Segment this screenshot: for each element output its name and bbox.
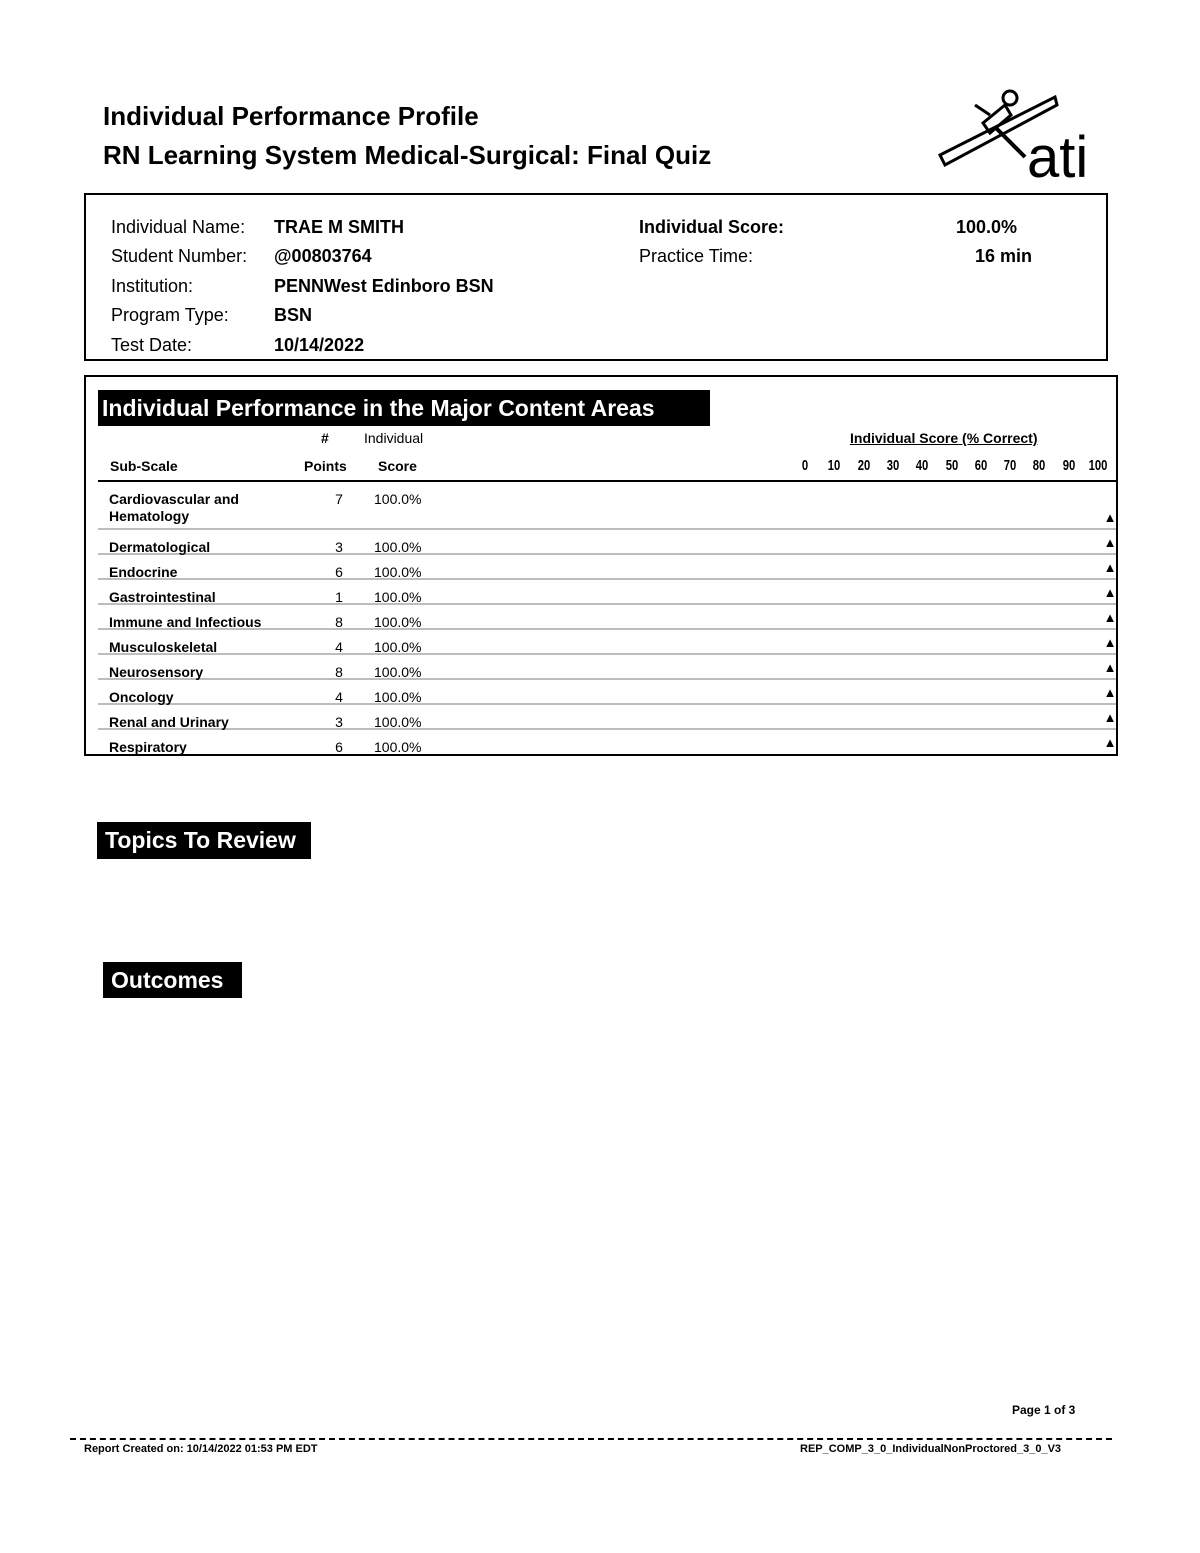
page-number: Page 1 of 3 — [1012, 1403, 1076, 1417]
subscale-score: 100.0% — [374, 639, 422, 655]
axis-tick-label: 30 — [886, 457, 900, 474]
topics-to-review-heading: Topics To Review — [97, 822, 311, 859]
points-header: Points — [304, 458, 347, 474]
test-date-label: Test Date: — [111, 335, 193, 355]
page-title: Individual Performance Profile — [103, 101, 479, 131]
table-row — [98, 730, 1116, 755]
axis-tick-label: 40 — [915, 457, 929, 474]
table-row — [98, 530, 1116, 555]
axis-tick-label: 20 — [857, 457, 870, 474]
name-label: Individual Name: — [111, 217, 246, 237]
subscale-points: 6 — [335, 739, 343, 755]
table-row — [98, 705, 1116, 730]
table-row — [98, 655, 1116, 680]
subscale-name: Immune and Infectious — [109, 614, 262, 630]
report-id: REP_COMP_3_0_IndividualNonProctored_3_0_V3 — [800, 1443, 1062, 1455]
student-number-value: @00803764 — [274, 246, 372, 266]
table-row — [98, 630, 1116, 655]
practice-time-label: Practice Time: — [639, 246, 754, 266]
subscale-name: Oncology — [109, 689, 174, 705]
table-row — [98, 555, 1116, 580]
outcomes-heading: Outcomes — [103, 962, 242, 998]
table-row — [98, 482, 1116, 530]
axis-tick-label: 80 — [1033, 457, 1046, 474]
subscale-points: 4 — [335, 689, 343, 705]
performance-table — [84, 375, 1118, 756]
table-row — [98, 580, 1116, 605]
score-marker: ▲ — [1103, 585, 1117, 600]
score-value: 100.0% — [956, 217, 1018, 237]
score-marker: ▲ — [1103, 510, 1117, 525]
subscale-name: Musculoskeletal — [109, 639, 218, 655]
subscale-name: Cardiovascular and Hematology — [109, 491, 239, 524]
score-marker: ▲ — [1103, 660, 1117, 675]
axis-tick-label: 0 — [801, 457, 809, 474]
chart-title: Individual Score (% Correct) — [850, 430, 1038, 446]
axis-tick-label: 60 — [974, 457, 988, 474]
test-date-value: 10/14/2022 — [274, 335, 365, 355]
student-info-box — [84, 193, 1108, 361]
institution-label: Institution: — [111, 276, 194, 296]
score-marker: ▲ — [1103, 560, 1117, 575]
score-marker: ▲ — [1103, 710, 1117, 725]
score-header: Score — [378, 458, 417, 474]
subscale-name: Gastrointestinal — [109, 589, 216, 605]
axis-tick-label: 10 — [828, 457, 841, 474]
subscale-points: 3 — [335, 539, 343, 555]
subscale-score: 100.0% — [374, 714, 422, 730]
subscale-name: Dermatological — [109, 539, 211, 555]
footer-divider — [70, 1438, 1112, 1440]
subscale-points: 8 — [335, 664, 343, 680]
subscale-score: 100.0% — [374, 664, 422, 680]
subscale-points: 6 — [335, 564, 343, 580]
logo-text: ati — [1027, 125, 1089, 185]
table-row — [98, 605, 1116, 630]
axis-tick-label: 50 — [945, 457, 958, 474]
page-subtitle: RN Learning System Medical-Surgical: Final Quiz — [103, 140, 712, 170]
performance-heading: Individual Performance in the Major Content Areas — [98, 390, 710, 426]
subscale-name: Endocrine — [109, 564, 178, 580]
institution-value: PENNWest Edinboro BSN — [274, 276, 494, 296]
subscale-score: 100.0% — [374, 539, 422, 555]
subscale-score: 100.0% — [374, 739, 422, 755]
program-type-label: Program Type: — [111, 305, 229, 325]
subscale-score: 100.0% — [374, 614, 422, 630]
score-marker: ▲ — [1103, 685, 1117, 700]
table-row — [98, 680, 1116, 705]
subscale-score: 100.0% — [374, 689, 422, 705]
subscale-name: Neurosensory — [109, 664, 204, 680]
points-header-top: # — [321, 430, 329, 446]
program-type-value: BSN — [274, 305, 313, 325]
student-number-label: Student Number: — [111, 246, 248, 266]
subscale-points: 7 — [335, 491, 343, 507]
score-label: Individual Score: — [639, 217, 785, 237]
axis-tick-label: 70 — [1003, 457, 1017, 474]
subscale-points: 3 — [335, 714, 343, 730]
subscale-points: 1 — [335, 589, 343, 605]
subscale-points: 4 — [335, 639, 343, 655]
score-header-top: Individual — [364, 430, 424, 446]
axis-tick-label: 90 — [1062, 457, 1075, 474]
subscale-header: Sub-Scale — [110, 458, 178, 474]
score-marker: ▲ — [1103, 535, 1117, 550]
practice-time-value: 16 min — [975, 246, 1033, 266]
subscale-name: Renal and Urinary — [109, 714, 229, 730]
subscale-name: Respiratory — [109, 739, 187, 755]
subscale-points: 8 — [335, 614, 343, 630]
subscale-score: 100.0% — [374, 491, 422, 507]
report-created: Report Created on: 10/14/2022 01:53 PM EDT — [84, 1443, 318, 1455]
axis-tick-label: 100 — [1088, 457, 1108, 474]
score-marker: ▲ — [1103, 735, 1117, 750]
name-value: TRAE M SMITH — [274, 217, 404, 237]
subscale-score: 100.0% — [374, 564, 422, 580]
subscale-score: 100.0% — [374, 589, 422, 605]
ati-logo — [935, 85, 1105, 185]
score-marker: ▲ — [1103, 610, 1117, 625]
score-marker: ▲ — [1103, 635, 1117, 650]
